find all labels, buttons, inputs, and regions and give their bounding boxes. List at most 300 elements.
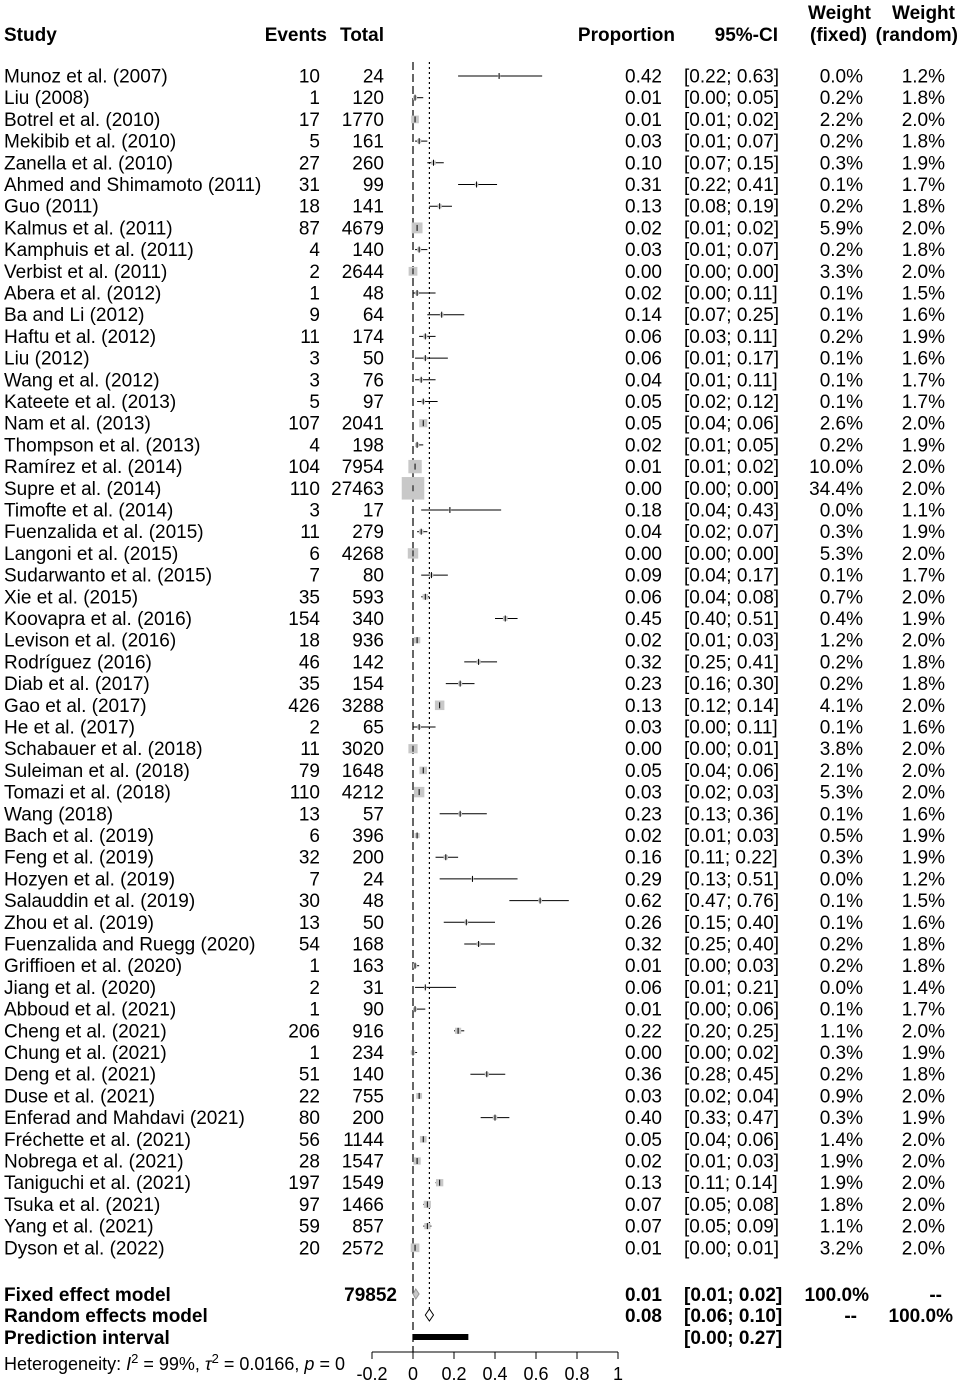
study-name: Salauddin et al. (2019) <box>4 891 196 913</box>
header-study: Study <box>4 25 57 46</box>
study-weight-random: 1.2% <box>901 66 945 88</box>
study-name: Sudarwanto et al. (2015) <box>4 565 213 587</box>
study-row <box>4 544 945 565</box>
prediction-ci: [0.00; 0.27] <box>684 1328 783 1349</box>
study-total: 140 <box>352 1064 384 1086</box>
study-proportion: 0.02 <box>625 218 662 240</box>
study-total: 4679 <box>341 218 384 240</box>
study-row <box>4 132 945 153</box>
study-ci: [0.11; 0.14] <box>684 1173 778 1195</box>
study-weight-random: 2.0% <box>901 261 945 283</box>
study-events: 110 <box>289 478 320 500</box>
random-label: Random effects model <box>4 1306 208 1327</box>
study-proportion: 0.14 <box>625 305 662 327</box>
study-row <box>4 913 945 934</box>
study-name: Wang et al. (2012) <box>4 370 160 392</box>
study-weight-random: 1.8% <box>901 196 945 218</box>
study-row <box>4 1021 945 1042</box>
study-name: Chung et al. (2021) <box>4 1043 167 1064</box>
study-ci: [0.00; 0.03] <box>684 956 780 978</box>
study-row <box>4 1108 945 1129</box>
study-name: Thompson et al. (2013) <box>4 435 201 457</box>
study-proportion: 0.06 <box>625 326 662 348</box>
study-weight-random: 1.6% <box>901 717 945 739</box>
fixed-total: 79852 <box>344 1285 397 1306</box>
study-row <box>4 349 945 370</box>
study-row <box>4 739 945 760</box>
study-weight-fixed: 0.1% <box>819 804 863 826</box>
study-ci: [0.00; 0.00] <box>684 261 780 283</box>
study-events: 13 <box>298 804 320 826</box>
study-events: 1 <box>309 283 320 305</box>
study-total: 593 <box>352 587 384 609</box>
study-row <box>4 284 945 305</box>
study-row <box>4 1217 945 1238</box>
study-ci: [0.11; 0.22] <box>684 847 778 869</box>
study-weight-random: 2.0% <box>901 1238 945 1260</box>
prediction-bar <box>413 1334 468 1340</box>
study-row <box>4 674 945 695</box>
study-ci: [0.01; 0.03] <box>684 826 780 847</box>
study-ci: [0.00; 0.01] <box>684 1238 780 1260</box>
study-events: 20 <box>298 1238 320 1260</box>
header-proportion: Proportion <box>577 25 675 46</box>
study-weight-fixed: 0.3% <box>819 522 863 544</box>
fixed-proportion: 0.01 <box>625 1285 662 1306</box>
study-total: 163 <box>352 956 384 978</box>
axis-tick-label: 0 <box>407 1364 419 1384</box>
study-weight-random: 1.9% <box>901 609 945 630</box>
study-events: 426 <box>288 695 320 717</box>
fixed-effect-row <box>4 1285 942 1306</box>
study-total: 340 <box>352 609 384 630</box>
study-weight-fixed: 3.2% <box>819 1238 863 1260</box>
study-events: 56 <box>298 1129 320 1151</box>
study-total: 99 <box>362 175 384 196</box>
study-name: Enferad and Mahdavi (2021) <box>4 1108 245 1130</box>
study-total: 755 <box>352 1086 384 1108</box>
study-name: Suleiman et al. (2018) <box>4 760 190 782</box>
study-proportion: 0.31 <box>625 175 662 196</box>
study-proportion: 0.00 <box>625 261 662 283</box>
study-name: Munoz et al. (2007) <box>4 66 168 88</box>
header-weight-random-sub: (random) <box>875 25 958 46</box>
study-proportion: 0.36 <box>625 1064 662 1086</box>
study-row <box>4 1173 945 1194</box>
study-weight-random: 2.0% <box>901 782 945 804</box>
study-name: Abera et al. (2012) <box>4 283 162 305</box>
study-total: 200 <box>352 1108 384 1130</box>
study-total: 154 <box>352 674 384 696</box>
prediction-interval-row <box>4 1328 782 1349</box>
study-row <box>4 153 945 174</box>
study-events: 79 <box>298 760 320 782</box>
study-weight-random: 2.0% <box>901 109 945 131</box>
study-total: 142 <box>352 652 384 674</box>
study-ci: [0.00; 0.11] <box>684 283 778 305</box>
study-total: 234 <box>352 1043 384 1064</box>
study-total: 198 <box>352 435 384 457</box>
study-ci: [0.13; 0.51] <box>684 869 780 891</box>
study-proportion: 0.10 <box>625 153 662 175</box>
study-events: 11 <box>300 522 320 544</box>
study-ci: [0.04; 0.17] <box>684 565 780 587</box>
fixed-label: Fixed effect model <box>4 1285 171 1306</box>
study-total: 65 <box>362 717 384 739</box>
study-proportion: 0.01 <box>625 1238 662 1260</box>
study-weight-random: 1.8% <box>901 131 945 153</box>
study-total: 141 <box>352 196 384 218</box>
study-weight-random: 2.0% <box>901 739 945 761</box>
study-weight-random: 2.0% <box>901 1173 945 1195</box>
study-row <box>4 197 945 218</box>
tau-symbol: τ <box>204 1354 212 1374</box>
study-weight-random: 1.8% <box>901 240 945 262</box>
study-name: Levison et al. (2016) <box>4 630 177 652</box>
study-proportion: 0.03 <box>625 1086 662 1108</box>
study-events: 5 <box>309 392 320 413</box>
study-weight-random: 1.8% <box>901 934 945 956</box>
fixed-weight-fixed: 100.0% <box>804 1285 869 1306</box>
study-proportion: 0.09 <box>625 565 662 587</box>
study-weight-random: 2.0% <box>901 760 945 782</box>
study-events: 18 <box>298 630 320 652</box>
study-name: Fréchette et al. (2021) <box>4 1129 191 1151</box>
study-total: 3288 <box>341 695 384 717</box>
study-weight-random: 1.6% <box>901 305 945 327</box>
study-proportion: 0.02 <box>625 826 662 847</box>
study-total: 50 <box>362 348 384 370</box>
study-weight-fixed: 0.2% <box>819 652 863 674</box>
study-weight-fixed: 0.1% <box>819 370 863 392</box>
study-row <box>4 1086 945 1107</box>
study-total: 90 <box>362 999 384 1021</box>
study-weight-random: 1.9% <box>901 826 945 847</box>
study-ci: [0.02; 0.12] <box>684 392 780 413</box>
study-events: 1 <box>309 1043 320 1064</box>
axis-tick-label: -0.2 <box>356 1364 388 1384</box>
study-events: 11 <box>300 326 320 348</box>
study-ci: [0.22; 0.63] <box>684 66 780 88</box>
study-row <box>4 370 945 391</box>
study-proportion: 0.13 <box>625 196 662 218</box>
prediction-label: Prediction interval <box>4 1328 170 1349</box>
study-proportion: 0.01 <box>625 457 662 479</box>
study-events: 35 <box>298 587 320 609</box>
study-proportion: 0.16 <box>625 847 662 869</box>
study-total: 4268 <box>341 543 384 565</box>
study-row <box>4 392 945 413</box>
study-proportion: 0.03 <box>625 782 662 804</box>
study-rows <box>4 67 945 1260</box>
study-name: Feng et al. (2019) <box>4 847 154 869</box>
tau-value: = 0.0166, <box>218 1354 305 1374</box>
study-row <box>4 240 945 261</box>
study-ci: [0.02; 0.03] <box>684 782 780 804</box>
study-row <box>4 652 945 673</box>
study-weight-fixed: 0.9% <box>819 1086 863 1108</box>
study-weight-random: 2.0% <box>901 695 945 717</box>
study-weight-fixed: 0.0% <box>819 500 863 522</box>
study-row <box>4 175 945 196</box>
study-row <box>4 457 945 478</box>
study-proportion: 0.62 <box>625 891 662 913</box>
study-weight-random: 2.0% <box>901 630 945 652</box>
study-ci: [0.01; 0.05] <box>684 435 780 457</box>
study-events: 110 <box>289 782 320 804</box>
study-events: 46 <box>298 652 320 674</box>
study-weight-fixed: 0.1% <box>819 565 863 587</box>
study-weight-fixed: 1.1% <box>819 1021 863 1043</box>
study-events: 1 <box>309 956 320 978</box>
random-ci: [0.06; 0.10] <box>684 1306 783 1327</box>
i2-symbol: I <box>126 1354 132 1374</box>
study-proportion: 0.22 <box>625 1021 662 1043</box>
study-ci: [0.08; 0.19] <box>684 196 780 218</box>
heterogeneity-prefix: Heterogeneity: <box>4 1354 127 1374</box>
study-total: 76 <box>362 370 384 392</box>
study-row <box>4 631 945 652</box>
study-events: 2 <box>309 261 320 283</box>
study-total: 2644 <box>341 261 384 283</box>
study-weight-fixed: 0.2% <box>819 88 863 110</box>
study-proportion: 0.32 <box>625 934 662 956</box>
study-total: 200 <box>352 847 384 869</box>
fixed-ci: [0.01; 0.02] <box>684 1285 783 1306</box>
study-name: Schabauer et al. (2018) <box>4 739 203 761</box>
study-ci: [0.01; 0.02] <box>684 457 780 479</box>
study-events: 3 <box>309 348 320 370</box>
study-name: Nobrega et al. (2021) <box>4 1151 184 1173</box>
study-total: 857 <box>352 1216 384 1238</box>
study-name: Botrel et al. (2010) <box>4 109 161 131</box>
study-events: 5 <box>309 131 320 153</box>
study-name: Diab et al. (2017) <box>4 674 150 696</box>
study-row <box>4 891 945 912</box>
study-total: 1144 <box>343 1129 384 1151</box>
study-row <box>4 1130 945 1151</box>
study-weight-random: 2.0% <box>901 543 945 565</box>
study-events: 206 <box>288 1021 320 1043</box>
study-name: Kamphuis et al. (2011) <box>4 240 194 262</box>
study-weight-random: 2.0% <box>901 218 945 240</box>
study-total: 174 <box>352 326 384 348</box>
study-weight-random: 2.0% <box>901 1194 945 1216</box>
study-name: Mekibib et al. (2010) <box>4 131 177 153</box>
study-name: Griffioen et al. (2020) <box>4 956 183 978</box>
study-row <box>4 956 945 977</box>
axis-tick-label: 1 <box>612 1364 624 1384</box>
study-proportion: 0.05 <box>625 1129 662 1151</box>
study-weight-fixed: 0.4% <box>819 609 863 630</box>
study-events: 87 <box>298 218 320 240</box>
study-events: 59 <box>298 1216 320 1238</box>
study-name: Taniguchi et al. (2021) <box>4 1173 191 1195</box>
study-total: 916 <box>352 1021 384 1043</box>
study-name: Verbist et al. (2011) <box>4 261 168 283</box>
study-proportion: 0.00 <box>625 1043 662 1064</box>
study-name: Wang (2018) <box>4 804 114 826</box>
study-weight-random: 1.9% <box>901 522 945 544</box>
study-weight-fixed: 0.5% <box>819 826 863 847</box>
study-ci: [0.00; 0.00] <box>684 543 780 565</box>
header-ci: 95%-CI <box>714 25 778 46</box>
study-weight-fixed: 2.6% <box>819 413 863 435</box>
study-row <box>4 435 945 456</box>
study-ci: [0.01; 0.21] <box>684 977 780 999</box>
study-weight-fixed: 34.4% <box>809 478 863 500</box>
study-ci: [0.07; 0.15] <box>684 153 780 175</box>
study-total: 936 <box>352 630 384 652</box>
study-row <box>4 587 945 608</box>
study-total: 2572 <box>341 1238 384 1260</box>
study-proportion: 0.07 <box>625 1216 662 1238</box>
study-row <box>4 522 945 543</box>
summary-rows <box>4 1285 953 1349</box>
study-total: 97 <box>362 392 384 413</box>
study-name: Jiang et al. (2020) <box>4 977 157 999</box>
study-weight-fixed: 4.1% <box>819 695 863 717</box>
study-total: 2041 <box>341 413 384 435</box>
study-weight-random: 1.7% <box>901 175 945 196</box>
study-name: Haftu et al. (2012) <box>4 326 157 348</box>
study-weight-random: 1.6% <box>901 804 945 826</box>
study-name: Fuenzalida and Ruegg (2020) <box>4 934 256 956</box>
study-proportion: 0.02 <box>625 435 662 457</box>
study-proportion: 0.40 <box>625 1108 662 1130</box>
study-ci: [0.40; 0.51] <box>684 609 780 630</box>
study-row <box>4 935 945 956</box>
study-weight-random: 1.8% <box>901 674 945 696</box>
study-row <box>4 1000 945 1021</box>
study-proportion: 0.06 <box>625 977 662 999</box>
study-proportion: 0.02 <box>625 1151 662 1173</box>
study-proportion: 0.04 <box>625 370 662 392</box>
study-weight-fixed: 0.1% <box>819 348 863 370</box>
study-weight-random: 1.5% <box>901 891 945 913</box>
study-weight-fixed: 0.1% <box>819 717 863 739</box>
study-ci: [0.20; 0.25] <box>684 1021 780 1043</box>
study-events: 13 <box>298 912 320 934</box>
study-row <box>4 761 945 782</box>
study-ci: [0.01; 0.07] <box>684 131 780 153</box>
study-name: Tsuka et al. (2021) <box>4 1194 161 1216</box>
study-total: 260 <box>352 153 384 175</box>
study-events: 3 <box>309 370 320 392</box>
study-weight-random: 1.7% <box>901 370 945 392</box>
study-proportion: 0.05 <box>625 392 662 413</box>
study-weight-random: 1.9% <box>901 435 945 457</box>
fixed-diamond <box>413 1289 419 1299</box>
random-diamond <box>425 1309 433 1321</box>
study-row <box>4 783 945 804</box>
heterogeneity-text <box>4 1351 345 1375</box>
study-weight-fixed: 0.1% <box>819 175 863 196</box>
study-ci: [0.22; 0.41] <box>684 175 780 196</box>
study-weight-fixed: 0.0% <box>819 66 863 88</box>
header-total: Total <box>340 25 384 46</box>
study-events: 9 <box>309 305 320 327</box>
study-ci: [0.12; 0.14] <box>684 695 780 717</box>
study-weight-fixed: 0.0% <box>819 977 863 999</box>
axis-tick-label: 0.2 <box>441 1364 467 1384</box>
study-proportion: 0.01 <box>625 88 662 110</box>
study-row <box>4 609 945 630</box>
study-proportion: 0.18 <box>625 500 662 522</box>
study-weight-random: 1.7% <box>901 392 945 413</box>
study-proportion: 0.00 <box>625 739 662 761</box>
study-name: Gao et al. (2017) <box>4 695 147 717</box>
study-weight-random: 1.8% <box>901 88 945 110</box>
study-ci: [0.01; 0.02] <box>684 218 780 240</box>
study-proportion: 0.03 <box>625 240 662 262</box>
study-weight-random: 2.0% <box>901 1129 945 1151</box>
i2-value: = 99%, <box>138 1354 205 1374</box>
study-weight-fixed: 10.0% <box>809 457 863 479</box>
study-row <box>4 1152 945 1173</box>
study-name: Ahmed and Shimamoto (2011) <box>4 175 262 196</box>
study-ci: [0.04; 0.06] <box>684 1129 780 1151</box>
study-events: 7 <box>309 565 320 587</box>
study-weight-random: 1.8% <box>901 956 945 978</box>
x-axis <box>356 1352 623 1384</box>
study-name: Zanella et al. (2010) <box>4 153 173 175</box>
study-total: 279 <box>352 522 384 544</box>
study-total: 1466 <box>341 1194 384 1216</box>
study-ci: [0.01; 0.03] <box>684 630 780 652</box>
study-name: Guo (2011) <box>4 196 99 218</box>
study-weight-random: 2.0% <box>901 413 945 435</box>
header-weight-fixed: Weight <box>808 3 871 24</box>
study-weight-fixed: 5.3% <box>819 543 863 565</box>
i2-superscript: 2 <box>131 1350 139 1366</box>
study-events: 4 <box>309 435 320 457</box>
study-weight-fixed: 1.2% <box>819 630 863 652</box>
study-total: 3020 <box>341 739 384 761</box>
study-weight-random: 2.0% <box>901 478 945 500</box>
study-events: 6 <box>309 543 320 565</box>
axis-tick-label: 0.4 <box>482 1364 508 1384</box>
study-total: 17 <box>362 500 384 522</box>
study-weight-fixed: 0.2% <box>819 240 863 262</box>
study-row <box>4 869 945 890</box>
study-weight-fixed: 1.4% <box>819 1129 863 1151</box>
study-row <box>4 110 945 131</box>
study-events: 17 <box>298 109 320 131</box>
study-proportion: 0.02 <box>625 630 662 652</box>
study-events: 32 <box>298 847 320 869</box>
study-ci: [0.02; 0.07] <box>684 522 780 544</box>
study-ci: [0.28; 0.45] <box>684 1064 780 1086</box>
study-row <box>4 262 945 283</box>
study-weight-fixed: 0.1% <box>819 999 863 1021</box>
study-ci: [0.05; 0.08] <box>684 1194 780 1216</box>
study-events: 18 <box>298 196 320 218</box>
study-name: Tomazi et al. (2018) <box>4 782 171 804</box>
study-ci: [0.01; 0.03] <box>684 1151 780 1173</box>
study-total: 4212 <box>341 782 384 804</box>
study-weight-random: 1.8% <box>901 1064 945 1086</box>
study-ci: [0.00; 0.00] <box>684 478 780 500</box>
study-weight-fixed: 1.1% <box>819 1216 863 1238</box>
study-row <box>4 566 945 587</box>
study-name: Yang et al. (2021) <box>4 1216 154 1238</box>
study-weight-random: 2.0% <box>901 1151 945 1173</box>
study-weight-random: 1.8% <box>901 652 945 674</box>
study-weight-random: 2.0% <box>901 1216 945 1238</box>
study-weight-random: 1.9% <box>901 1043 945 1064</box>
study-weight-random: 1.9% <box>901 326 945 348</box>
